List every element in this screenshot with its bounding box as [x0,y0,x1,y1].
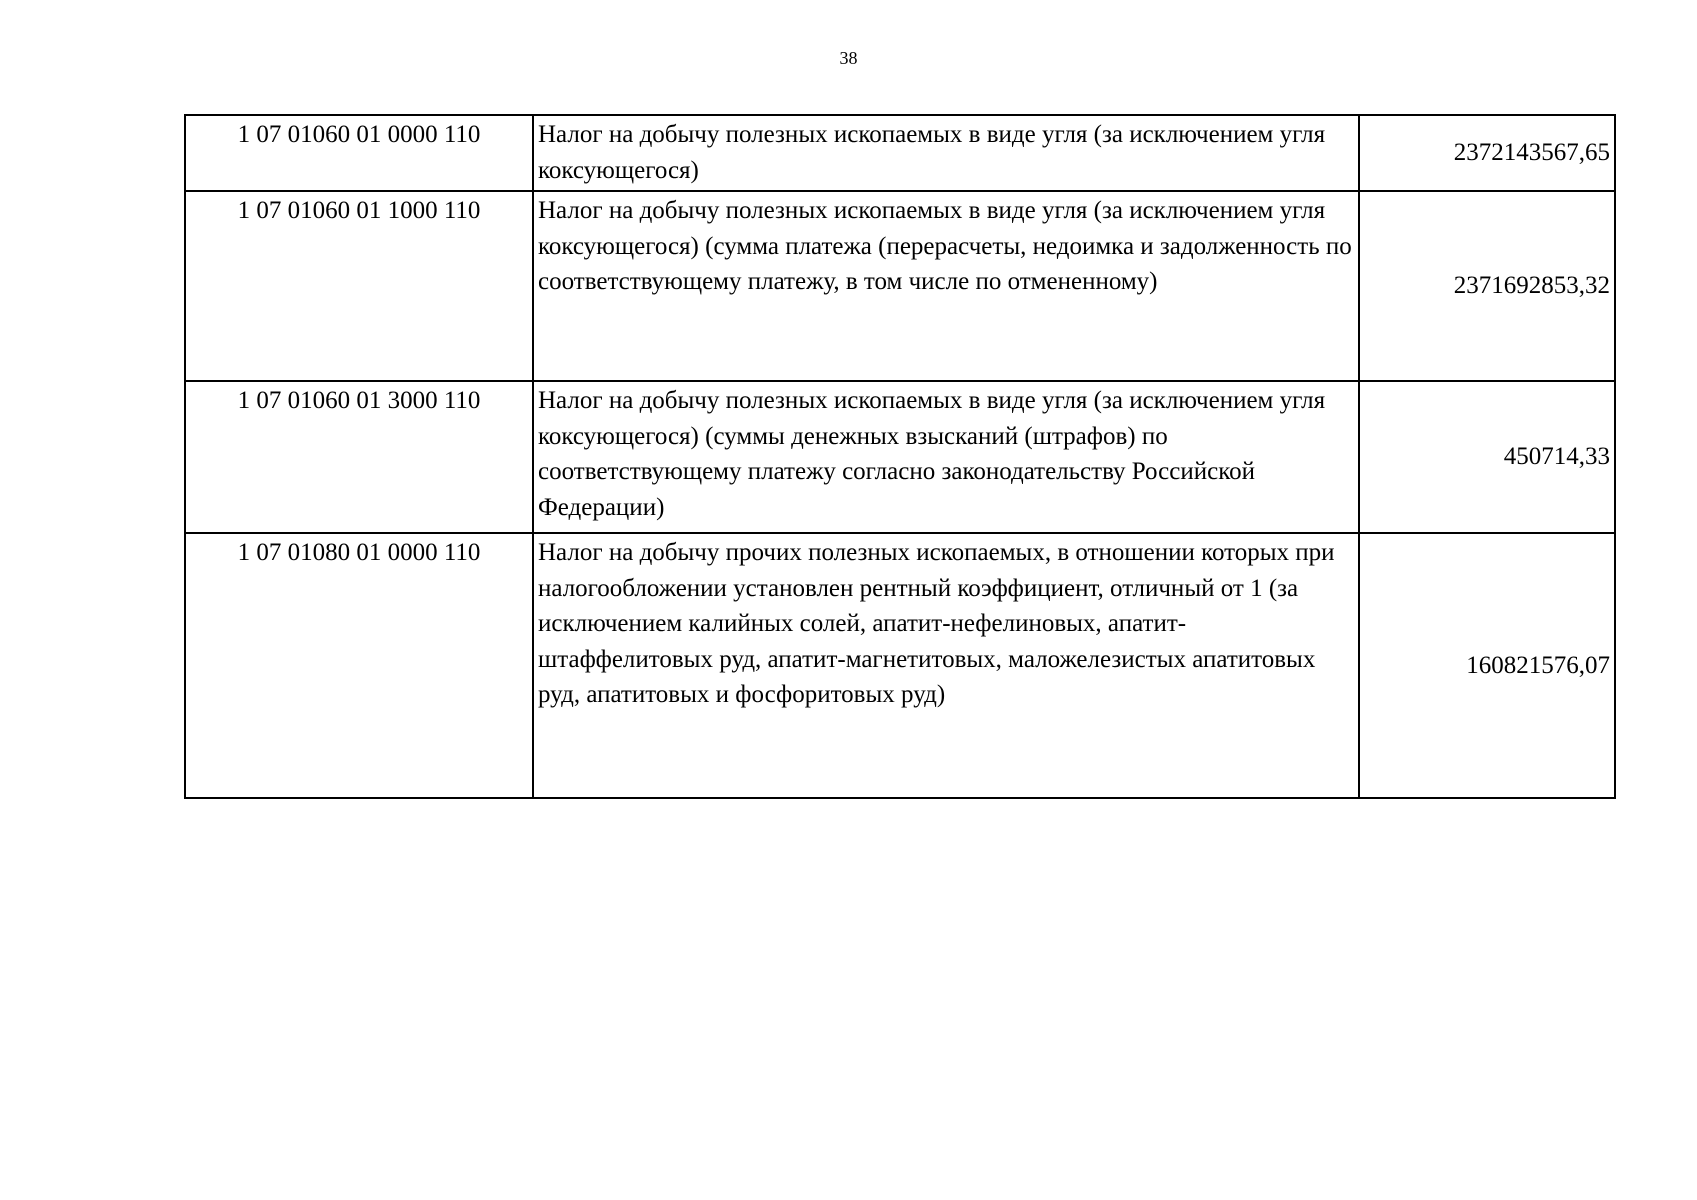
revenue-amount-cell: 160821576,07 [1359,533,1615,798]
revenue-code-cell: 1 07 01080 01 0000 110 [185,533,533,798]
table-row [185,191,1615,381]
revenue-amount-cell: 450714,33 [1359,381,1615,533]
revenue-code-cell: 1 07 01060 01 0000 110 [185,115,533,191]
revenue-code-cell: 1 07 01060 01 3000 110 [185,381,533,533]
table-row [185,381,1615,533]
revenue-name-cell: Налог на добычу полезных ископаемых в виде угля (за исключением угля коксующегося) (сумма платежа (перерасчеты, недоимка и задолженность по соответствующему платежу, в том числе по отмененному) [533,191,1359,381]
table-row [185,115,1615,191]
budget-revenue-table [184,114,1616,799]
revenue-name-cell: Налог на добычу полезных ископаемых в виде угля (за исключением угля коксующегося) [533,115,1359,191]
revenue-code-cell: 1 07 01060 01 1000 110 [185,191,533,381]
revenue-name-cell: Налог на добычу прочих полезных ископаемых, в отношении которых при налогообложении установлен рентный коэффициент, отличный от 1 (за исключением калийных солей, апатит-нефелиновых, апатит-штаффелитовых руд, апатит-магнетитовых, маложелезистых апатитовых руд, апатитовых и фосфоритовых руд) [533,533,1359,798]
revenue-name-cell: Налог на добычу полезных ископаемых в виде угля (за исключением угля коксующегося) (суммы денежных взысканий (штрафов) по соответствующему платежу согласно законодательству Российской Федерации) [533,381,1359,533]
page-number: 38 [839,48,858,68]
table-row [185,533,1615,798]
revenue-amount-cell: 2372143567,65 [1359,115,1615,191]
revenue-amount-cell: 2371692853,32 [1359,191,1615,381]
